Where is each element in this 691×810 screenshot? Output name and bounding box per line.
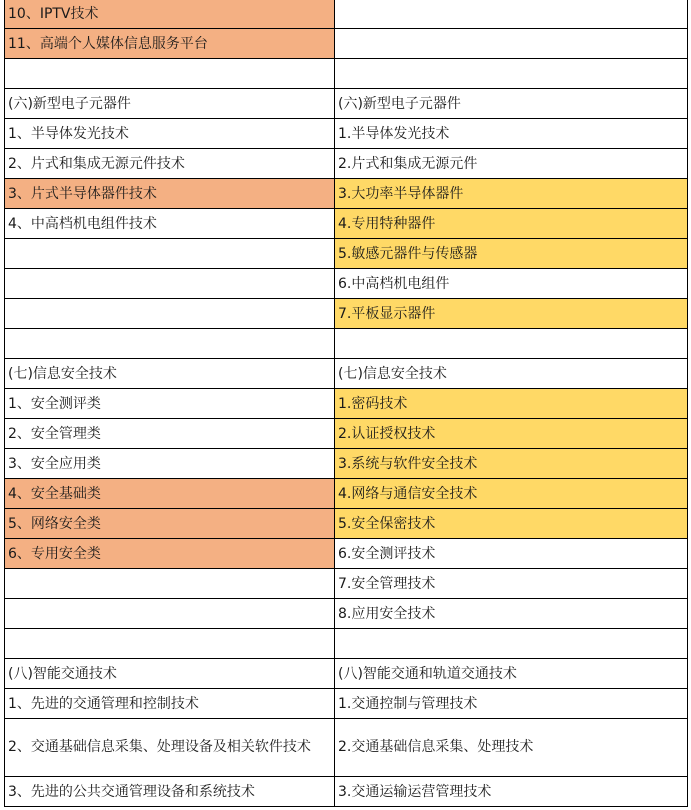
new-catalog-cell[interactable]: (六)新型电子元器件 <box>335 89 688 119</box>
old-catalog-cell[interactable] <box>5 299 335 329</box>
new-catalog-cell[interactable]: 6.中高档机电组件 <box>335 269 688 299</box>
table-row <box>5 629 688 659</box>
new-catalog-cell[interactable]: 1.交通控制与管理技术 <box>335 689 688 719</box>
new-catalog-cell[interactable]: 8.应用安全技术 <box>335 599 688 629</box>
table-row <box>5 299 688 329</box>
table-row <box>5 599 688 629</box>
old-catalog-cell[interactable]: 1、安全测评类 <box>5 389 335 419</box>
new-catalog-cell[interactable]: 2.认证授权技术 <box>335 419 688 449</box>
new-catalog-cell[interactable]: 3.大功率半导体器件 <box>335 179 688 209</box>
new-catalog-cell[interactable]: (八)智能交通和轨道交通技术 <box>335 659 688 689</box>
old-catalog-cell[interactable]: 5、网络安全类 <box>5 509 335 539</box>
table-row <box>5 569 688 599</box>
new-catalog-cell[interactable]: 3.交通运输运营管理技术 <box>335 777 688 807</box>
new-catalog-cell[interactable]: 5.安全保密技术 <box>335 509 688 539</box>
table-body <box>5 0 688 807</box>
table-row <box>5 509 688 539</box>
table-row <box>5 0 688 29</box>
new-catalog-cell[interactable]: 3.系统与软件安全技术 <box>335 449 688 479</box>
old-catalog-cell[interactable] <box>5 599 335 629</box>
old-catalog-cell[interactable]: 1、先进的交通管理和控制技术 <box>5 689 335 719</box>
new-catalog-cell[interactable] <box>335 329 688 359</box>
table-row <box>5 479 688 509</box>
table-row <box>5 359 688 389</box>
old-catalog-cell[interactable]: 2、片式和集成无源元件技术 <box>5 149 335 179</box>
table-row <box>5 689 688 719</box>
old-catalog-cell[interactable] <box>5 329 335 359</box>
table-row <box>5 389 688 419</box>
old-catalog-cell[interactable]: 3、先进的公共交通管理设备和系统技术 <box>5 777 335 807</box>
new-catalog-cell[interactable] <box>335 629 688 659</box>
table-row <box>5 269 688 299</box>
new-catalog-cell[interactable]: 1.密码技术 <box>335 389 688 419</box>
old-catalog-cell[interactable] <box>5 269 335 299</box>
new-catalog-cell[interactable] <box>335 29 688 59</box>
table-row <box>5 659 688 689</box>
table-row <box>5 539 688 569</box>
old-catalog-cell[interactable]: 11、高端个人媒体信息服务平台 <box>5 29 335 59</box>
new-catalog-cell[interactable]: 4.网络与通信安全技术 <box>335 479 688 509</box>
table-row <box>5 59 688 89</box>
old-catalog-cell[interactable] <box>5 629 335 659</box>
table-row <box>5 419 688 449</box>
old-catalog-cell[interactable]: 3、片式半导体器件技术 <box>5 179 335 209</box>
table-row <box>5 89 688 119</box>
new-catalog-cell[interactable]: 5.敏感元器件与传感器 <box>335 239 688 269</box>
table-row <box>5 119 688 149</box>
table-row <box>5 179 688 209</box>
table-row <box>5 239 688 269</box>
new-catalog-cell[interactable]: 2.交通基础信息采集、处理技术 <box>335 719 688 777</box>
new-catalog-cell[interactable]: 4.专用特种器件 <box>335 209 688 239</box>
old-catalog-cell[interactable]: 2、交通基础信息采集、处理设备及相关软件技术 <box>5 719 335 777</box>
old-catalog-cell[interactable]: (六)新型电子元器件 <box>5 89 335 119</box>
old-catalog-cell[interactable] <box>5 239 335 269</box>
new-catalog-cell[interactable]: 1.半导体发光技术 <box>335 119 688 149</box>
new-catalog-cell[interactable]: 7.安全管理技术 <box>335 569 688 599</box>
old-catalog-cell[interactable]: (八)智能交通技术 <box>5 659 335 689</box>
old-catalog-cell[interactable]: 1、半导体发光技术 <box>5 119 335 149</box>
new-catalog-cell[interactable]: 7.平板显示器件 <box>335 299 688 329</box>
table-row <box>5 29 688 59</box>
new-catalog-cell[interactable] <box>335 0 688 29</box>
new-catalog-cell[interactable]: 6.安全测评技术 <box>335 539 688 569</box>
old-catalog-cell[interactable]: 4、中高档机电组件技术 <box>5 209 335 239</box>
new-catalog-cell[interactable]: (七)信息安全技术 <box>335 359 688 389</box>
new-catalog-cell[interactable] <box>335 59 688 89</box>
old-catalog-cell[interactable]: 10、IPTV技术 <box>5 0 335 29</box>
old-catalog-cell[interactable]: 3、安全应用类 <box>5 449 335 479</box>
new-catalog-cell[interactable]: 2.片式和集成无源元件 <box>335 149 688 179</box>
old-catalog-cell[interactable] <box>5 59 335 89</box>
table-row <box>5 449 688 479</box>
comparison-table <box>4 0 688 807</box>
table-row <box>5 209 688 239</box>
old-catalog-cell[interactable]: 4、安全基础类 <box>5 479 335 509</box>
table-row <box>5 149 688 179</box>
table-row <box>5 719 688 777</box>
old-catalog-cell[interactable] <box>5 569 335 599</box>
table-row <box>5 329 688 359</box>
table-row <box>5 777 688 807</box>
old-catalog-cell[interactable]: 2、安全管理类 <box>5 419 335 449</box>
old-catalog-cell[interactable]: (七)信息安全技术 <box>5 359 335 389</box>
old-catalog-cell[interactable]: 6、专用安全类 <box>5 539 335 569</box>
